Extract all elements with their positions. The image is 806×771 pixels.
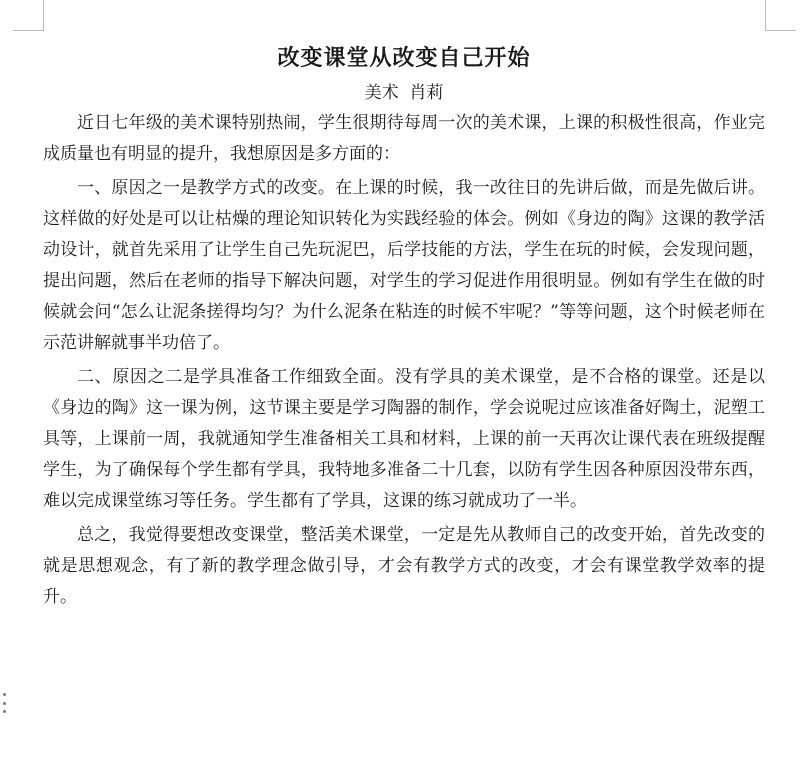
document-body[interactable]	[43, 38, 765, 613]
drag-handle-icon[interactable]	[2, 693, 6, 713]
crop-mark-top-right	[765, 0, 796, 31]
document-title: 改变课堂从改变自己开始	[277, 45, 531, 71]
paragraph-reason-two: 二、原因之二是学具准备工作细致全面。没有学具的美术课堂，是不合格的课堂。还是以《身边的陶》这一课为例，这节课主要是学习陶器的制作，学会说呢过应该准备好陶土，泥塑工具等，上课前一周，我就通知学生准备相关工具和材料，上课的前一天再次让课代表在班级提醒学生，为了确保每个学生都有学具，我特地多准备二十几套，以防有学生因各种原因没带东西，难以完成课堂练习等任务。学生都有了学具，这课的练习就成功了一半。	[43, 367, 765, 511]
crop-mark-top-left	[13, 0, 44, 31]
document-author: 美术 肖莉	[364, 83, 444, 103]
paragraph-reason-one: 一、原因之一是教学方式的改变。在上课的时候，我一改往日的先讲后做，而是先做后讲。这样做的好处是可以让枯燥的理论知识转化为实践经验的体会。例如《身边的陶》这课的教学活动设计，就首先采用了让学生自己先玩泥巴，后学技能的方法，学生在玩的时候，会发现问题，提出问题，然后在老师的指导下解决问题，对学生的学习促进作用很明显。例如有学生在做的时候就会问“怎么让泥条搓得均匀？为什么泥条在粘连的时候不牢呢？”等等问题，这个时候老师在示范讲解就事半功倍了。	[43, 178, 765, 353]
paragraph-intro: 近日七年级的美术课特别热闹，学生很期待每周一次的美术课，上课的积极性很高，作业完成质量也有明显的提升，我想原因是多方面的：	[43, 113, 765, 164]
paragraph-conclusion: 总之，我觉得要想改变课堂，整活美术课堂，一定是先从教师自己的改变开始，首先改变的就是思想观念，有了新的教学理念做引导，才会有教学方式的改变，才会有课堂教学效率的提升。	[43, 525, 765, 607]
